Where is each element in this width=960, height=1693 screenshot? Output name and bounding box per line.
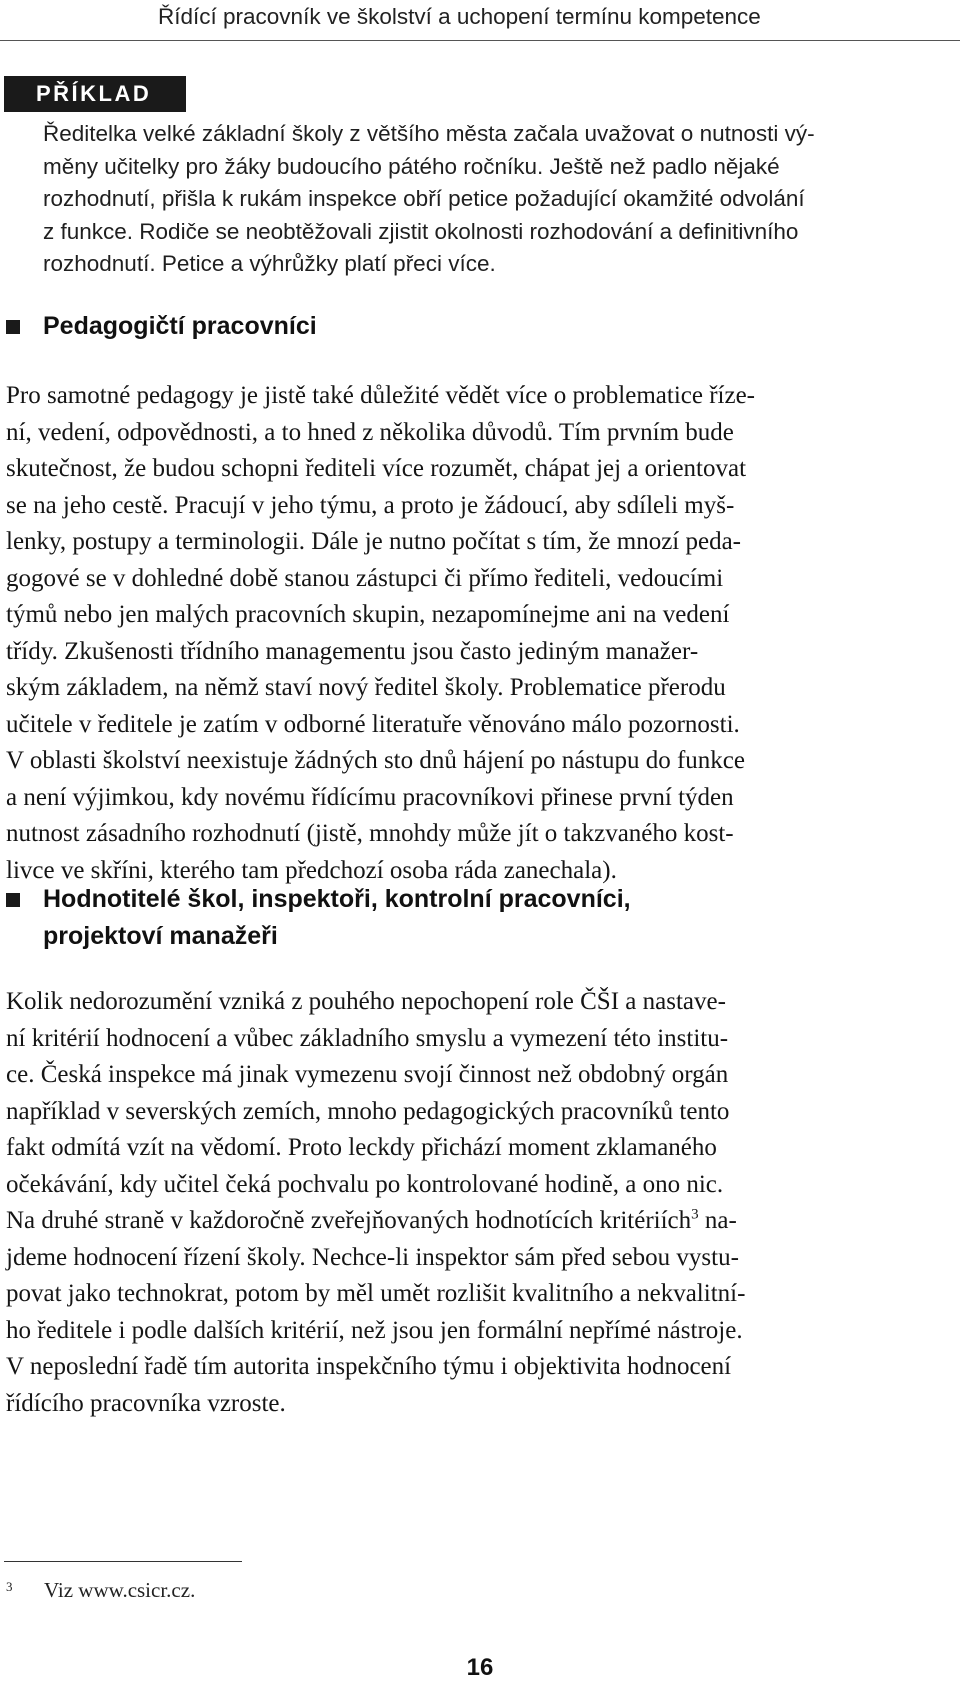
body-line: gogové se v dohledné době stanou zástupci či přímo řediteli, vedoucími (6, 564, 724, 592)
body-line: učitele v ředitele je zatím v odborné literatuře věnováno málo pozornosti. (6, 710, 740, 738)
example-label-text: PŘÍKLAD (36, 81, 152, 106)
body-line: týmů nebo jen malých pracovních skupin, nezapomínejme ani na vedení (6, 601, 730, 628)
section-heading-line: Hodnotitelé škol, inspektoři, kontrolní pracovníci, (43, 885, 631, 913)
example-line: rozhodnutí. Petice a výhrůžky platí přeci více. (43, 251, 496, 276)
body-line: očekávání, kdy učitel čeká pochvalu po kontrolované hodině, a ono nic. (6, 1170, 724, 1198)
example-line: měny učitelky pro žáky budoucího pátého ročníku. Ještě než padlo nějaké (43, 153, 780, 179)
body-line: řídícího pracovníka vzroste. (6, 1389, 286, 1417)
example-line: z funkce. Rodiče se neobtěžovali zjistit okolnosti rozhodování a definitivního (43, 218, 799, 244)
footnote-number: 3 (6, 1579, 13, 1594)
body-line: třídy. Zkušenosti třídního managementu jsou často jediným manažer- (6, 637, 699, 665)
section2-paragraph (6, 984, 952, 1422)
body-line: V oblasti školství neexistuje žádných sto dnů hájení po nástupu do funkce (6, 747, 746, 774)
body-line: livce ve skříni, kterého tam předchozí osoba ráda zanechala). (6, 856, 617, 884)
section-bullet-square-icon (6, 320, 20, 334)
body-line: Kolik nedorozumění vzniká z pouhého nepochopení role ČŠI a nastave- (6, 988, 726, 1015)
body-line-text: Na druhé straně v každoročně zveřejňovaných hodnotících kritériích (6, 1207, 692, 1234)
running-header-title: Řídící pracovník ve školství a uchopení termínu kompetence (158, 4, 761, 29)
body-line: Pro samotné pedagogy je jistě také důležité vědět více o problematice říze- (6, 382, 756, 409)
body-line: a není výjimkou, kdy novému řídícímu pracovníkovi přinese první týden (6, 783, 734, 811)
example-paragraph (43, 118, 951, 281)
section-heading-inspectors (43, 881, 631, 955)
body-line: povat jako technokrat, potom by měl umět rozlišit kvalitního a nekvalitní- (6, 1280, 746, 1307)
body-line: fakt odmítá vzít na vědomí. Proto leckdy přichází moment zklamaného (6, 1134, 717, 1161)
body-line: nutnost zásadního rozhodnutí (jistě, mnohdy může jít o takzvaného kost- (6, 820, 734, 847)
section-bullet-square-icon (6, 893, 20, 907)
body-line: ho ředitele i podle dalších kritérií, než jsou jen formální nepřímé nástroje. (6, 1316, 743, 1344)
section-heading-line: projektoví manažeři (43, 922, 278, 950)
example-line: Ředitelka velké základní školy z většího města začala uvažovat o nutnosti vý- (43, 121, 815, 146)
body-line: ní, vedení, odpovědnosti, a to hned z několika důvodů. Tím prvním bude (6, 418, 734, 446)
footnote-reference[interactable]: 3 (691, 1206, 699, 1223)
body-line: se na jeho cestě. Pracují v jeho týmu, a proto je žádoucí, aby sdíleli myš- (6, 491, 735, 519)
body-line: skutečnost, že budou schopni řediteli více rozumět, chápat jej a orientovat (6, 455, 747, 482)
body-line: lenky, postupy a terminologii. Dále je nutno počítat s tím, že mnozí peda- (6, 528, 742, 555)
body-line-with-footnote (6, 1203, 952, 1240)
section1-paragraph (6, 378, 952, 889)
body-line: ským základem, na němž staví nový ředitel školy. Problematice přerodu (6, 674, 726, 701)
body-line: jdeme hodnocení řízení školy. Nechce-li inspektor sám před sebou vystu- (6, 1243, 739, 1271)
footnote-text: Viz www.csicr.cz. (44, 1578, 196, 1602)
body-line: ní kritérií hodnocení a vůbec základního smyslu a vymezení této institu- (6, 1024, 729, 1052)
body-line: V neposlední řadě tím autorita inspekčního týmu i objektivita hodnocení (6, 1353, 732, 1380)
body-line: například v severských zemích, mnoho pedagogických pracovníků tento (6, 1097, 730, 1125)
section-heading-pedagogues: Pedagogičtí pracovníci (43, 312, 317, 340)
body-line-tail: na- (698, 1207, 737, 1234)
page-number: 16 (466, 1654, 494, 1681)
header-divider (0, 40, 960, 41)
body-line: ce. Česká inspekce má jinak vymezenu svojí činnost než obdobný orgán (6, 1061, 729, 1088)
footnote-divider (4, 1561, 242, 1562)
example-label-badge (4, 76, 186, 112)
example-line: rozhodnutí, přišla k rukám inspekce obří petice požadující okamžité odvolání (43, 186, 805, 211)
